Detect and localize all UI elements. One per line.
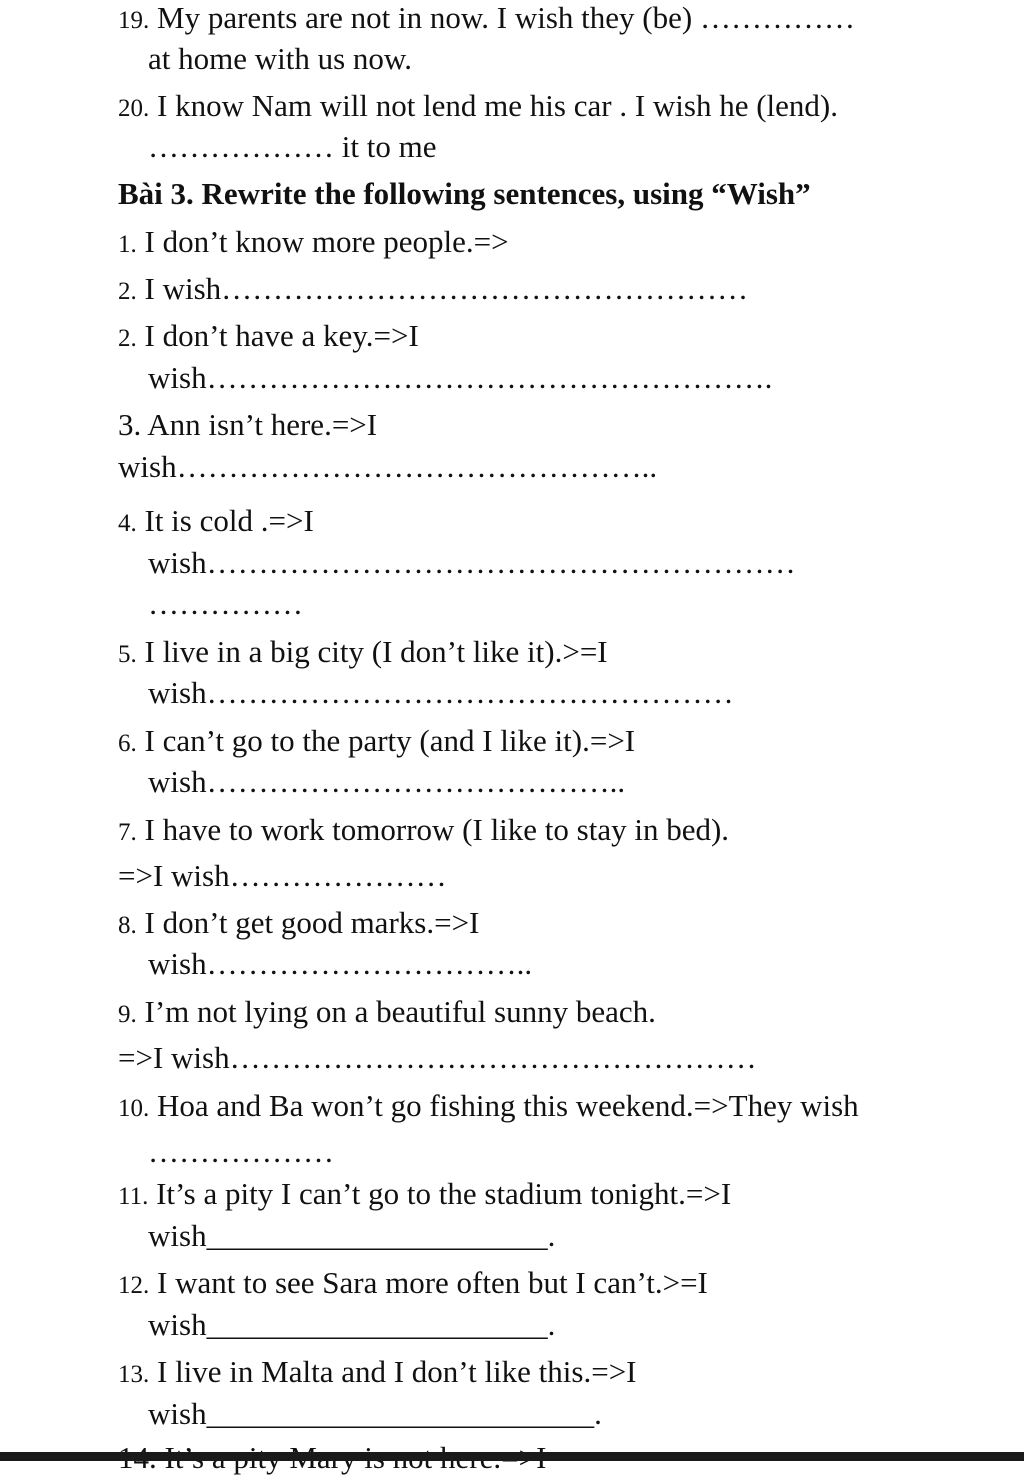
item-text: I don’t have a key.=>I [136,318,419,353]
item-text: I have to work tomorrow (I like to stay in bed). [136,812,730,847]
exercise-item-2b [118,318,419,357]
item-text: I know Nam will not lend me his car . I wish he (lend). [149,88,838,123]
item-text: Hoa and Ba won’t go fishing this weekend.=>They wish [149,1088,859,1123]
item-number: 2. [118,325,137,352]
exercise-item-4 [118,503,314,542]
item-continuation: wish______________________. [148,1307,556,1342]
item-number: 19. [118,7,150,34]
item-continuation: =>I wish…………………………………………… [118,1040,757,1075]
page-bottom-edge [0,1452,1024,1461]
item-number: 6. [118,730,137,757]
item-text: I live in Malta and I don’t like this.=>I [149,1354,637,1389]
item-continuation: wish………………………….. [148,946,533,981]
item-text: I live in a big city (I don’t like it).>=I [136,634,608,669]
item-continuation: …………… [148,586,303,621]
item-continuation: =>I wish………………… [118,858,447,893]
exercise-item-1 [118,224,509,263]
item-continuation: wish………………………………….. [148,764,626,799]
item-number: 11. [118,1183,149,1210]
item-continuation: wish_________________________. [148,1396,602,1431]
exercise-item-20 [118,88,838,127]
item-text: It’s a pity I can’t go to the stadium tonight.=>I [148,1176,732,1211]
exercise-item-13 [118,1354,637,1393]
exercise-item-14-cut [118,1440,546,1452]
item-number: 10. [118,1095,150,1122]
item-text: I wish…………………………………………… [136,271,749,306]
item-number: 1. [118,231,137,258]
exercise-item-2a [118,271,748,310]
item-number: 5. [118,641,137,668]
item-continuation: ……………… [148,1134,334,1169]
exercise-item-7 [118,812,729,851]
item-number: 4. [118,510,137,537]
item-text: My parents are not in now. I wish they (be) …………… [149,0,855,35]
exercise-item-8 [118,905,479,944]
item-number: 2. [118,278,137,305]
item-continuation: wish______________________. [148,1218,556,1253]
section-heading: Bài 3. Rewrite the following sentences, using “Wish” [118,176,811,211]
item-number: 7. [118,819,137,846]
item-text: I want to see Sara more often but I can’t.>=I [149,1265,708,1300]
exercise-item-12 [118,1265,708,1304]
exercise-item-9 [118,994,656,1033]
item-number: 9. [118,1001,137,1028]
item-continuation: wish………………………………………………. [148,360,773,395]
item-text: I’m not lying on a beautiful sunny beach. [136,994,656,1029]
exercise-item-5 [118,634,608,673]
item-number: 20. [118,95,150,122]
item-continuation: wish……………………………………….. [118,449,658,484]
exercise-item-6 [118,723,635,762]
item-text: I can’t go to the party (and I like it).=>I [136,723,636,758]
item-continuation: wish…………………………………………… [148,675,734,710]
item-text: It is cold .=>I [136,503,314,538]
exercise-item-10 [118,1088,859,1127]
item-continuation: wish………………………………………………… [148,545,796,580]
item-continuation: at home with us now. [148,41,413,76]
item-number: 8. [118,912,137,939]
item-text: I don’t get good marks.=>I [136,905,480,940]
item-text: I don’t know more people.=> [136,224,509,259]
exercise-item-11 [118,1176,731,1215]
exercise-item-3: 3. Ann isn’t here.=>I [118,407,378,442]
item-number: 12. [118,1272,150,1299]
item-number: 13. [118,1361,150,1388]
item-continuation: ……………… it to me [148,129,437,164]
exercise-item-19 [118,0,855,39]
